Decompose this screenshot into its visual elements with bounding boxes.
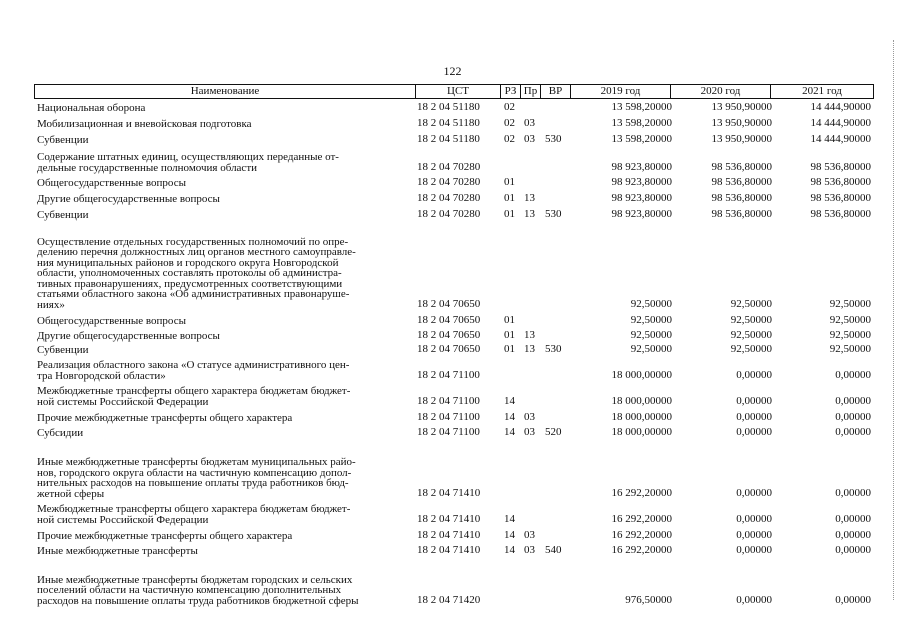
cell-y2020: 13 950,90000 xyxy=(711,101,772,113)
cell-y2019: 98 923,80000 xyxy=(611,208,672,220)
cell-y2019: 98 923,80000 xyxy=(611,176,672,188)
table-row xyxy=(34,438,874,499)
cell-rz: 14 xyxy=(504,411,515,423)
table-row xyxy=(34,423,874,438)
cell-y2019: 16 292,20000 xyxy=(611,544,672,556)
row-name: Национальная оборона xyxy=(37,101,146,114)
cell-y2020: 0,00000 xyxy=(736,529,772,541)
cell-pr: 13 xyxy=(524,329,535,341)
header-pr: Пр xyxy=(521,85,541,98)
cell-cst: 18 2 04 70280 xyxy=(417,192,481,204)
cell-y2020: 0,00000 xyxy=(736,513,772,525)
row-name: Другие общегосударственные вопросы xyxy=(37,192,220,205)
cell-cst: 18 2 04 70650 xyxy=(417,343,481,355)
cell-y2020: 0,00000 xyxy=(736,487,772,499)
cell-y2019: 18 000,00000 xyxy=(611,369,672,381)
cell-rz: 02 xyxy=(504,101,515,113)
row-name: Субвенции xyxy=(37,133,89,146)
cell-y2020: 0,00000 xyxy=(736,395,772,407)
cell-cst: 18 2 04 71410 xyxy=(417,487,481,499)
cell-cst: 18 2 04 70280 xyxy=(417,176,481,188)
cell-y2019: 92,50000 xyxy=(630,314,672,326)
cell-vr: 520 xyxy=(545,426,562,438)
cell-y2021: 0,00000 xyxy=(835,513,871,525)
header-y2019: 2019 год xyxy=(571,85,671,98)
cell-y2019: 16 292,20000 xyxy=(611,529,672,541)
cell-cst: 18 2 04 71100 xyxy=(417,395,480,407)
cell-y2021: 0,00000 xyxy=(835,426,871,438)
row-name: Мобилизационная и вневойсковая подготовка xyxy=(37,117,252,130)
cell-cst: 18 2 04 51180 xyxy=(417,133,480,145)
cell-y2019: 98 923,80000 xyxy=(611,161,672,173)
cell-vr: 540 xyxy=(545,544,562,556)
table-row xyxy=(34,499,874,525)
cell-y2021: 0,00000 xyxy=(835,369,871,381)
header-y2020: 2020 год xyxy=(671,85,771,98)
cell-y2020: 0,00000 xyxy=(736,369,772,381)
table-header xyxy=(34,84,874,99)
table-row xyxy=(34,310,874,326)
cell-y2020: 92,50000 xyxy=(730,314,772,326)
header-y2021: 2021 год xyxy=(802,85,842,97)
cell-y2021: 0,00000 xyxy=(835,594,871,606)
header-cst: ЦСТ xyxy=(416,85,501,98)
cell-y2019: 92,50000 xyxy=(630,343,672,355)
cell-y2020: 92,50000 xyxy=(730,298,772,310)
cell-rz: 02 xyxy=(504,133,515,145)
row-name: Прочие межбюджетные трансферты общего характера xyxy=(37,529,293,542)
cell-rz: 01 xyxy=(504,314,515,326)
cell-rz: 02 xyxy=(504,117,515,129)
cell-y2019: 13 598,20000 xyxy=(611,133,672,145)
table-row xyxy=(34,407,874,423)
cell-y2020: 98 536,80000 xyxy=(711,192,772,204)
cell-rz: 14 xyxy=(504,395,515,407)
cell-y2019: 13 598,20000 xyxy=(611,117,672,129)
cell-cst: 18 2 04 70650 xyxy=(417,329,481,341)
scan-edge xyxy=(893,40,896,600)
cell-cst: 18 2 04 70650 xyxy=(417,298,481,310)
cell-y2021: 0,00000 xyxy=(835,395,871,407)
cell-pr: 03 xyxy=(524,426,535,438)
row-name: Реализация областного закона «О статусе административного цен- тра Новгородской области» xyxy=(37,359,350,382)
cell-y2021: 14 444,90000 xyxy=(810,117,871,129)
row-name: Субвенции xyxy=(37,208,89,221)
cell-y2020: 0,00000 xyxy=(736,426,772,438)
table-row xyxy=(34,326,874,341)
cell-y2020: 13 950,90000 xyxy=(711,133,772,145)
cell-y2020: 0,00000 xyxy=(736,594,772,606)
cell-cst: 18 2 04 70280 xyxy=(417,161,481,173)
cell-pr: 03 xyxy=(524,411,535,423)
cell-y2020: 0,00000 xyxy=(736,544,772,556)
cell-y2020: 98 536,80000 xyxy=(711,176,772,188)
table-row xyxy=(34,355,874,381)
table-row xyxy=(34,113,874,129)
cell-cst: 18 2 04 71410 xyxy=(417,544,481,556)
cell-y2021: 0,00000 xyxy=(835,529,871,541)
cell-y2019: 18 000,00000 xyxy=(611,426,672,438)
cell-y2019: 98 923,80000 xyxy=(611,192,672,204)
cell-y2020: 92,50000 xyxy=(730,343,772,355)
page-number: 122 xyxy=(443,64,462,78)
cell-y2021: 0,00000 xyxy=(835,487,871,499)
cell-y2019: 18 000,00000 xyxy=(611,411,672,423)
table-body xyxy=(34,100,874,606)
cell-cst: 18 2 04 51180 xyxy=(417,117,480,129)
cell-pr: 03 xyxy=(524,544,535,556)
row-name: Прочие межбюджетные трансферты общего характера xyxy=(37,411,293,424)
cell-y2019: 16 292,20000 xyxy=(611,513,672,525)
row-name: Иные межбюджетные трансферты бюджетам муниципальных райо- нов, городского округа области на частичную компенсацию допол- нительных расходов на повышение оплаты труда работников бюд- жетной сферы xyxy=(37,456,356,500)
header-vr: ВР xyxy=(541,85,571,98)
cell-y2020: 13 950,90000 xyxy=(711,117,772,129)
cell-y2021: 0,00000 xyxy=(835,544,871,556)
cell-y2020: 98 536,80000 xyxy=(711,208,772,220)
row-name: Общегосударственные вопросы xyxy=(37,176,186,189)
cell-y2021: 98 536,80000 xyxy=(810,192,871,204)
cell-vr: 530 xyxy=(545,343,562,355)
cell-rz: 01 xyxy=(504,208,515,220)
row-name: Субвенции xyxy=(37,343,89,356)
row-name: Содержание штатных единиц, осуществляющих переданные от- дельные государственные полномочия области xyxy=(37,151,339,174)
cell-rz: 14 xyxy=(504,544,515,556)
table-row xyxy=(34,145,874,173)
cell-rz: 14 xyxy=(504,426,515,438)
cell-y2019: 18 000,00000 xyxy=(611,395,672,407)
row-name: Межбюджетные трансферты общего характера бюджетам бюджет- ной системы Российской Федерации xyxy=(37,503,351,526)
cell-y2021: 92,50000 xyxy=(829,314,871,326)
cell-pr: 13 xyxy=(524,343,535,355)
cell-y2020: 92,50000 xyxy=(730,329,772,341)
cell-y2021: 92,50000 xyxy=(829,343,871,355)
cell-rz: 01 xyxy=(504,343,515,355)
cell-rz: 01 xyxy=(504,192,515,204)
table-row xyxy=(34,188,874,204)
cell-y2020: 0,00000 xyxy=(736,411,772,423)
cell-vr: 530 xyxy=(545,208,562,220)
row-name: Осуществление отдельных государственных полномочий по опре- делению перечня должностных лиц органов местного самоуправле- ния муниципальных районов и городского округа Новгородской области, уполномоченных составлять протоколы об администра- тивных правонарушениях, предусмотренных соответствующими статьями областного закона «Об административных правонаруше- ниях» xyxy=(37,235,356,311)
cell-y2019: 976,50000 xyxy=(625,594,672,606)
cell-y2019: 16 292,20000 xyxy=(611,487,672,499)
table-row xyxy=(34,220,874,310)
row-name: Общегосударственные вопросы xyxy=(37,314,186,327)
row-name: Субсидии xyxy=(37,426,84,439)
cell-y2021: 92,50000 xyxy=(829,298,871,310)
header-name: Наименование xyxy=(35,85,416,98)
cell-cst: 18 2 04 71420 xyxy=(417,594,481,606)
cell-cst: 18 2 04 71100 xyxy=(417,411,480,423)
cell-y2019: 92,50000 xyxy=(630,329,672,341)
cell-cst: 18 2 04 71410 xyxy=(417,529,481,541)
cell-cst: 18 2 04 71100 xyxy=(417,369,480,381)
table-row xyxy=(34,100,874,113)
cell-y2021: 14 444,90000 xyxy=(810,101,871,113)
row-name: Другие общегосударственные вопросы xyxy=(37,329,220,342)
cell-y2021: 92,50000 xyxy=(829,329,871,341)
cell-pr: 03 xyxy=(524,117,535,129)
cell-cst: 18 2 04 71410 xyxy=(417,513,481,525)
cell-rz: 01 xyxy=(504,329,515,341)
cell-y2019: 92,50000 xyxy=(630,298,672,310)
row-name: Иные межбюджетные трансферты xyxy=(37,544,198,557)
cell-pr: 03 xyxy=(524,133,535,145)
cell-rz: 01 xyxy=(504,176,515,188)
header-rz: РЗ xyxy=(501,85,521,98)
cell-vr: 530 xyxy=(545,133,562,145)
row-name: Иные межбюджетные трансферты бюджетам городских и сельских поселений области на частичную компенсацию дополнительных расходов на повышение оплаты труда работников бюджетной сферы xyxy=(37,573,359,607)
cell-rz: 14 xyxy=(504,513,515,525)
table-row xyxy=(34,341,874,355)
cell-rz: 14 xyxy=(504,529,515,541)
cell-pr: 13 xyxy=(524,192,535,204)
cell-y2019: 13 598,20000 xyxy=(611,101,672,113)
table-row xyxy=(34,173,874,188)
cell-y2021: 0,00000 xyxy=(835,411,871,423)
cell-y2021: 98 536,80000 xyxy=(810,161,871,173)
table-row xyxy=(34,556,874,606)
cell-cst: 18 2 04 71100 xyxy=(417,426,480,438)
cell-pr: 13 xyxy=(524,208,535,220)
cell-y2020: 98 536,80000 xyxy=(711,161,772,173)
table-row xyxy=(34,129,874,145)
cell-cst: 18 2 04 70280 xyxy=(417,208,481,220)
cell-y2021: 98 536,80000 xyxy=(810,208,871,220)
table-row xyxy=(34,525,874,541)
cell-cst: 18 2 04 70650 xyxy=(417,314,481,326)
table-row xyxy=(34,204,874,220)
table-row xyxy=(34,381,874,407)
cell-pr: 03 xyxy=(524,529,535,541)
row-name: Межбюджетные трансферты общего характера бюджетам бюджет- ной системы Российской Федерации xyxy=(37,385,351,408)
table-row xyxy=(34,541,874,556)
cell-y2021: 98 536,80000 xyxy=(810,176,871,188)
cell-cst: 18 2 04 51180 xyxy=(417,101,480,113)
cell-y2021: 14 444,90000 xyxy=(810,133,871,145)
